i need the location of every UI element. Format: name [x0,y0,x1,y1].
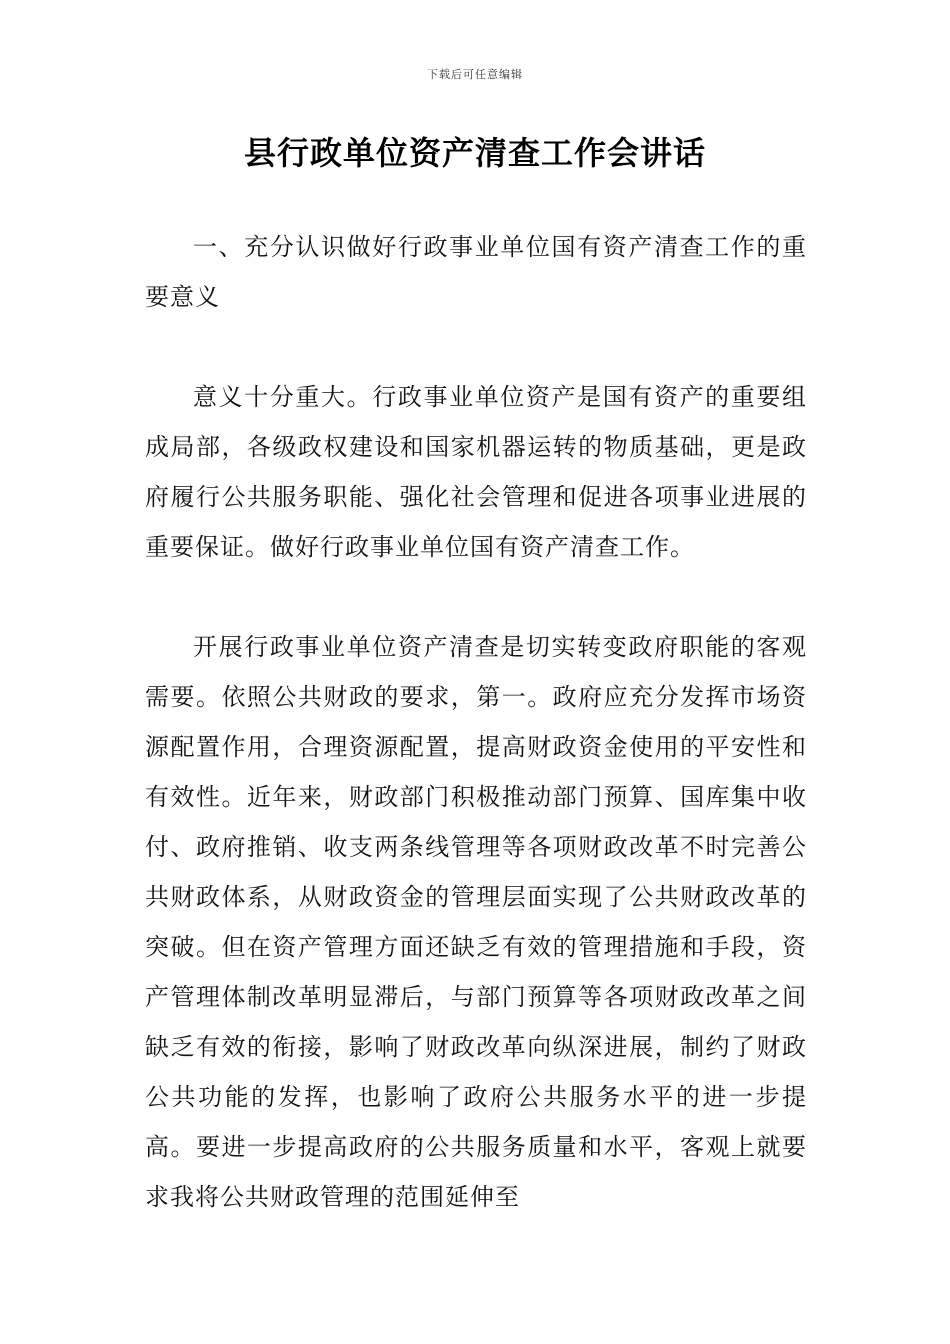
section-heading: 一、充分认识做好行政事业单位国有资产清查工作的重要意义 [145,233,807,311]
document-body [145,222,807,1222]
body-paragraph-government-functions: 开展行政事业单位资产清查是切实转变政府职能的客观需要。依照公共财政的要求，第一。政府应充分发挥市场资源配置作用，合理资源配置，提高财政资金使用的平安性和有效性。近年来，财政部门积极推动部门预算、国库集中收付、政府推销、收支两条线管理等各项财政改革不时完善公共财政体系，从财政资金的管理层面实现了公共财政改革的突破。但在资产管理方面还缺乏有效的管理措施和手段，资产管理体制改革明显滞后，与部门预算等各项财政改革之间缺乏有效的衔接，影响了财政改革向纵深进展，制约了财政公共功能的发挥，也影响了政府公共服务水平的进一步提高。要进一步提高政府的公共服务质量和水平，客观上就要求我将公共财政管理的范围延伸至 [145,633,807,1211]
document-title: 县行政单位资产清查工作会讲话 [243,134,706,172]
header-note: 下载后可任意编辑 [427,68,523,81]
body-paragraph-significance: 意义十分重大。行政事业单位资产是国有资产的重要组成局部，各级政权建设和国家机器运转的物质基础，更是政府履行公共服务职能、强化社会管理和促进各项事业进展的重要保证。做好行政事业单位国有资产清查工作。 [145,383,807,561]
